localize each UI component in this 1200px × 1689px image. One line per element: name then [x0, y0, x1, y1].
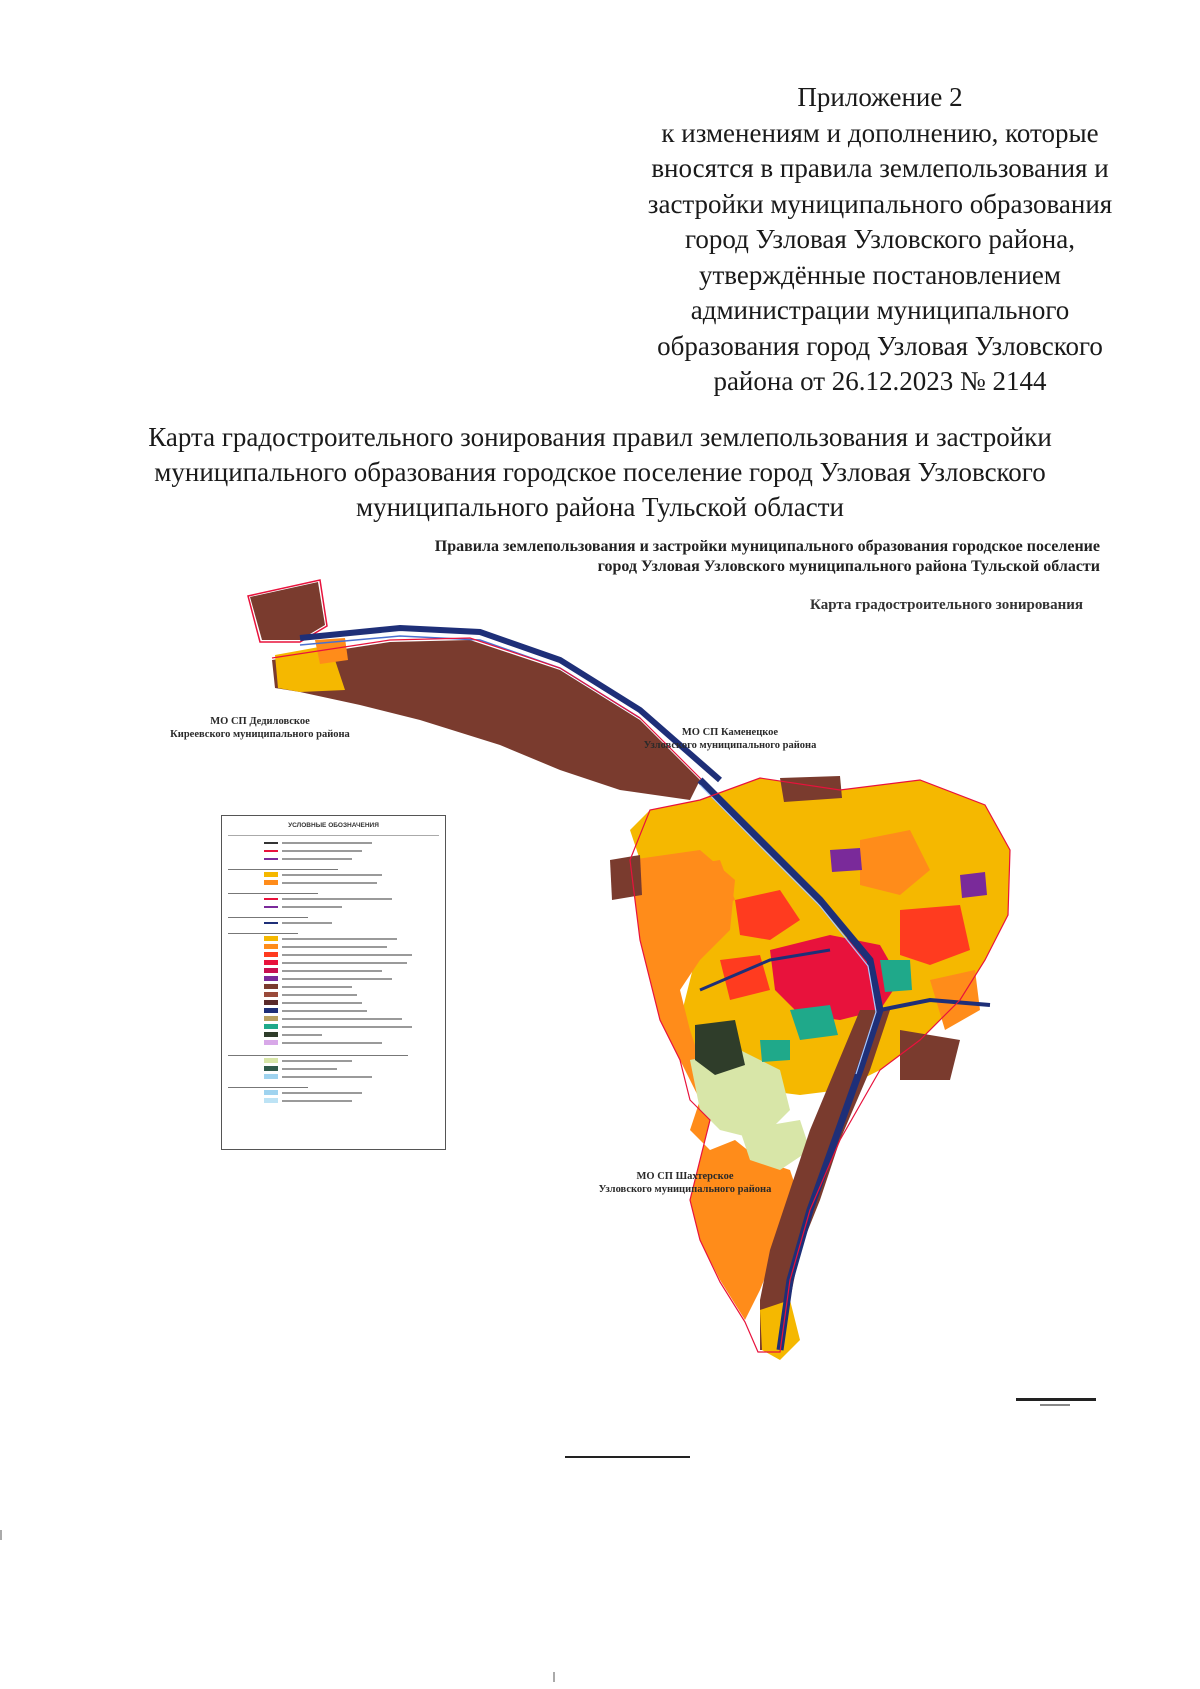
legend-row — [228, 975, 439, 982]
scan-artifact — [553, 1672, 555, 1682]
legend-row — [228, 983, 439, 990]
legend-row — [228, 1089, 439, 1096]
scan-artifact — [0, 1530, 2, 1540]
map-title — [300, 537, 1100, 577]
map-purple-zone-2 — [960, 872, 987, 898]
map-industrial-southeast — [900, 1030, 960, 1080]
map-title-line: Правила землепользования и застройки муниципального образования городское поселение — [434, 538, 1100, 555]
legend-row — [228, 903, 439, 910]
legend-row — [228, 935, 439, 942]
neighbor-label-line: Узловского муниципального района — [643, 740, 817, 751]
neighbor-label-line: МО СП Каменецкое — [681, 727, 779, 738]
legend-row — [228, 1073, 439, 1080]
map-legend — [221, 815, 446, 1150]
legend-row — [228, 1007, 439, 1014]
map-scale-bar — [1016, 1398, 1096, 1401]
legend-row — [228, 943, 439, 950]
legend-row — [228, 1039, 439, 1046]
neighbor-label-line: МО СП Дедиловское — [210, 716, 310, 727]
legend-row — [228, 1097, 439, 1104]
neighbor-label-line: МО СП Шахтерское — [636, 1171, 734, 1182]
appendix-line: Приложение 2 — [797, 82, 963, 112]
appendix-line: образования город Узловая Узловского — [657, 330, 1103, 361]
legend-title: УСЛОВНЫЕ ОБОЗНАЧЕНИЯ — [228, 818, 439, 836]
legend-row — [228, 855, 439, 862]
legend-row — [228, 967, 439, 974]
map-subtitle: Карта градостроительного зонирования — [810, 597, 1083, 613]
map-industrial-west — [610, 855, 642, 900]
document-end-line — [565, 1456, 690, 1458]
neighbor-label-west — [135, 715, 385, 741]
legend-section-divider — [228, 1049, 408, 1056]
legend-row — [228, 1031, 439, 1038]
legend-row — [228, 959, 439, 966]
legend-row — [228, 839, 439, 846]
legend-row — [228, 919, 439, 926]
legend-row — [228, 991, 439, 998]
map-parcel-northwest — [250, 582, 325, 640]
map-recreation-2 — [880, 960, 912, 992]
map-recreation-3 — [760, 1040, 790, 1062]
legend-section-divider — [228, 889, 318, 894]
map-purple-zone — [830, 848, 862, 872]
legend-row — [228, 951, 439, 958]
legend-section-divider — [228, 865, 338, 870]
appendix-line: город Узловая Узловского района, — [684, 224, 1075, 254]
appendix-line: вносятся в правила землепользования и — [651, 153, 1109, 183]
neighbor-label-line: Киреевского муниципального района — [170, 729, 350, 740]
legend-row — [228, 879, 439, 886]
map-scale-caption — [1040, 1404, 1070, 1406]
legend-section-divider — [228, 1083, 308, 1088]
legend-row — [228, 871, 439, 878]
appendix-line: к изменениям и дополнению, которые — [661, 117, 1099, 148]
document-title-line: муниципального района Тульской области — [356, 492, 844, 522]
legend-row — [228, 1065, 439, 1072]
neighbor-label-line: Узловского муниципального района — [598, 1184, 772, 1195]
map-title-line: город Узловая Узловского муниципального района Тульской области — [597, 558, 1100, 575]
legend-row — [228, 1057, 439, 1064]
legend-row — [228, 1015, 439, 1022]
legend-row — [228, 1023, 439, 1030]
legend-row — [228, 895, 439, 902]
legend-section-divider — [228, 929, 298, 934]
neighbor-label-south — [570, 1170, 800, 1196]
appendix-line: района от 26.12.2023 № 2144 — [713, 366, 1047, 396]
appendix-line: застройки муниципального образования — [647, 188, 1113, 219]
legend-row — [228, 999, 439, 1006]
legend-section-divider — [228, 913, 308, 918]
appendix-line: администрации муниципального — [690, 295, 1070, 325]
document-title-line: Карта градостроительного зонирования правил землепользования и застройки — [148, 422, 1052, 452]
appendix-line: утверждённые постановлением — [698, 259, 1061, 290]
neighbor-label-northeast — [610, 726, 850, 752]
document-title-line: муниципального образования городское поселение город Узловая Узловского — [154, 457, 1046, 487]
legend-row — [228, 847, 439, 854]
